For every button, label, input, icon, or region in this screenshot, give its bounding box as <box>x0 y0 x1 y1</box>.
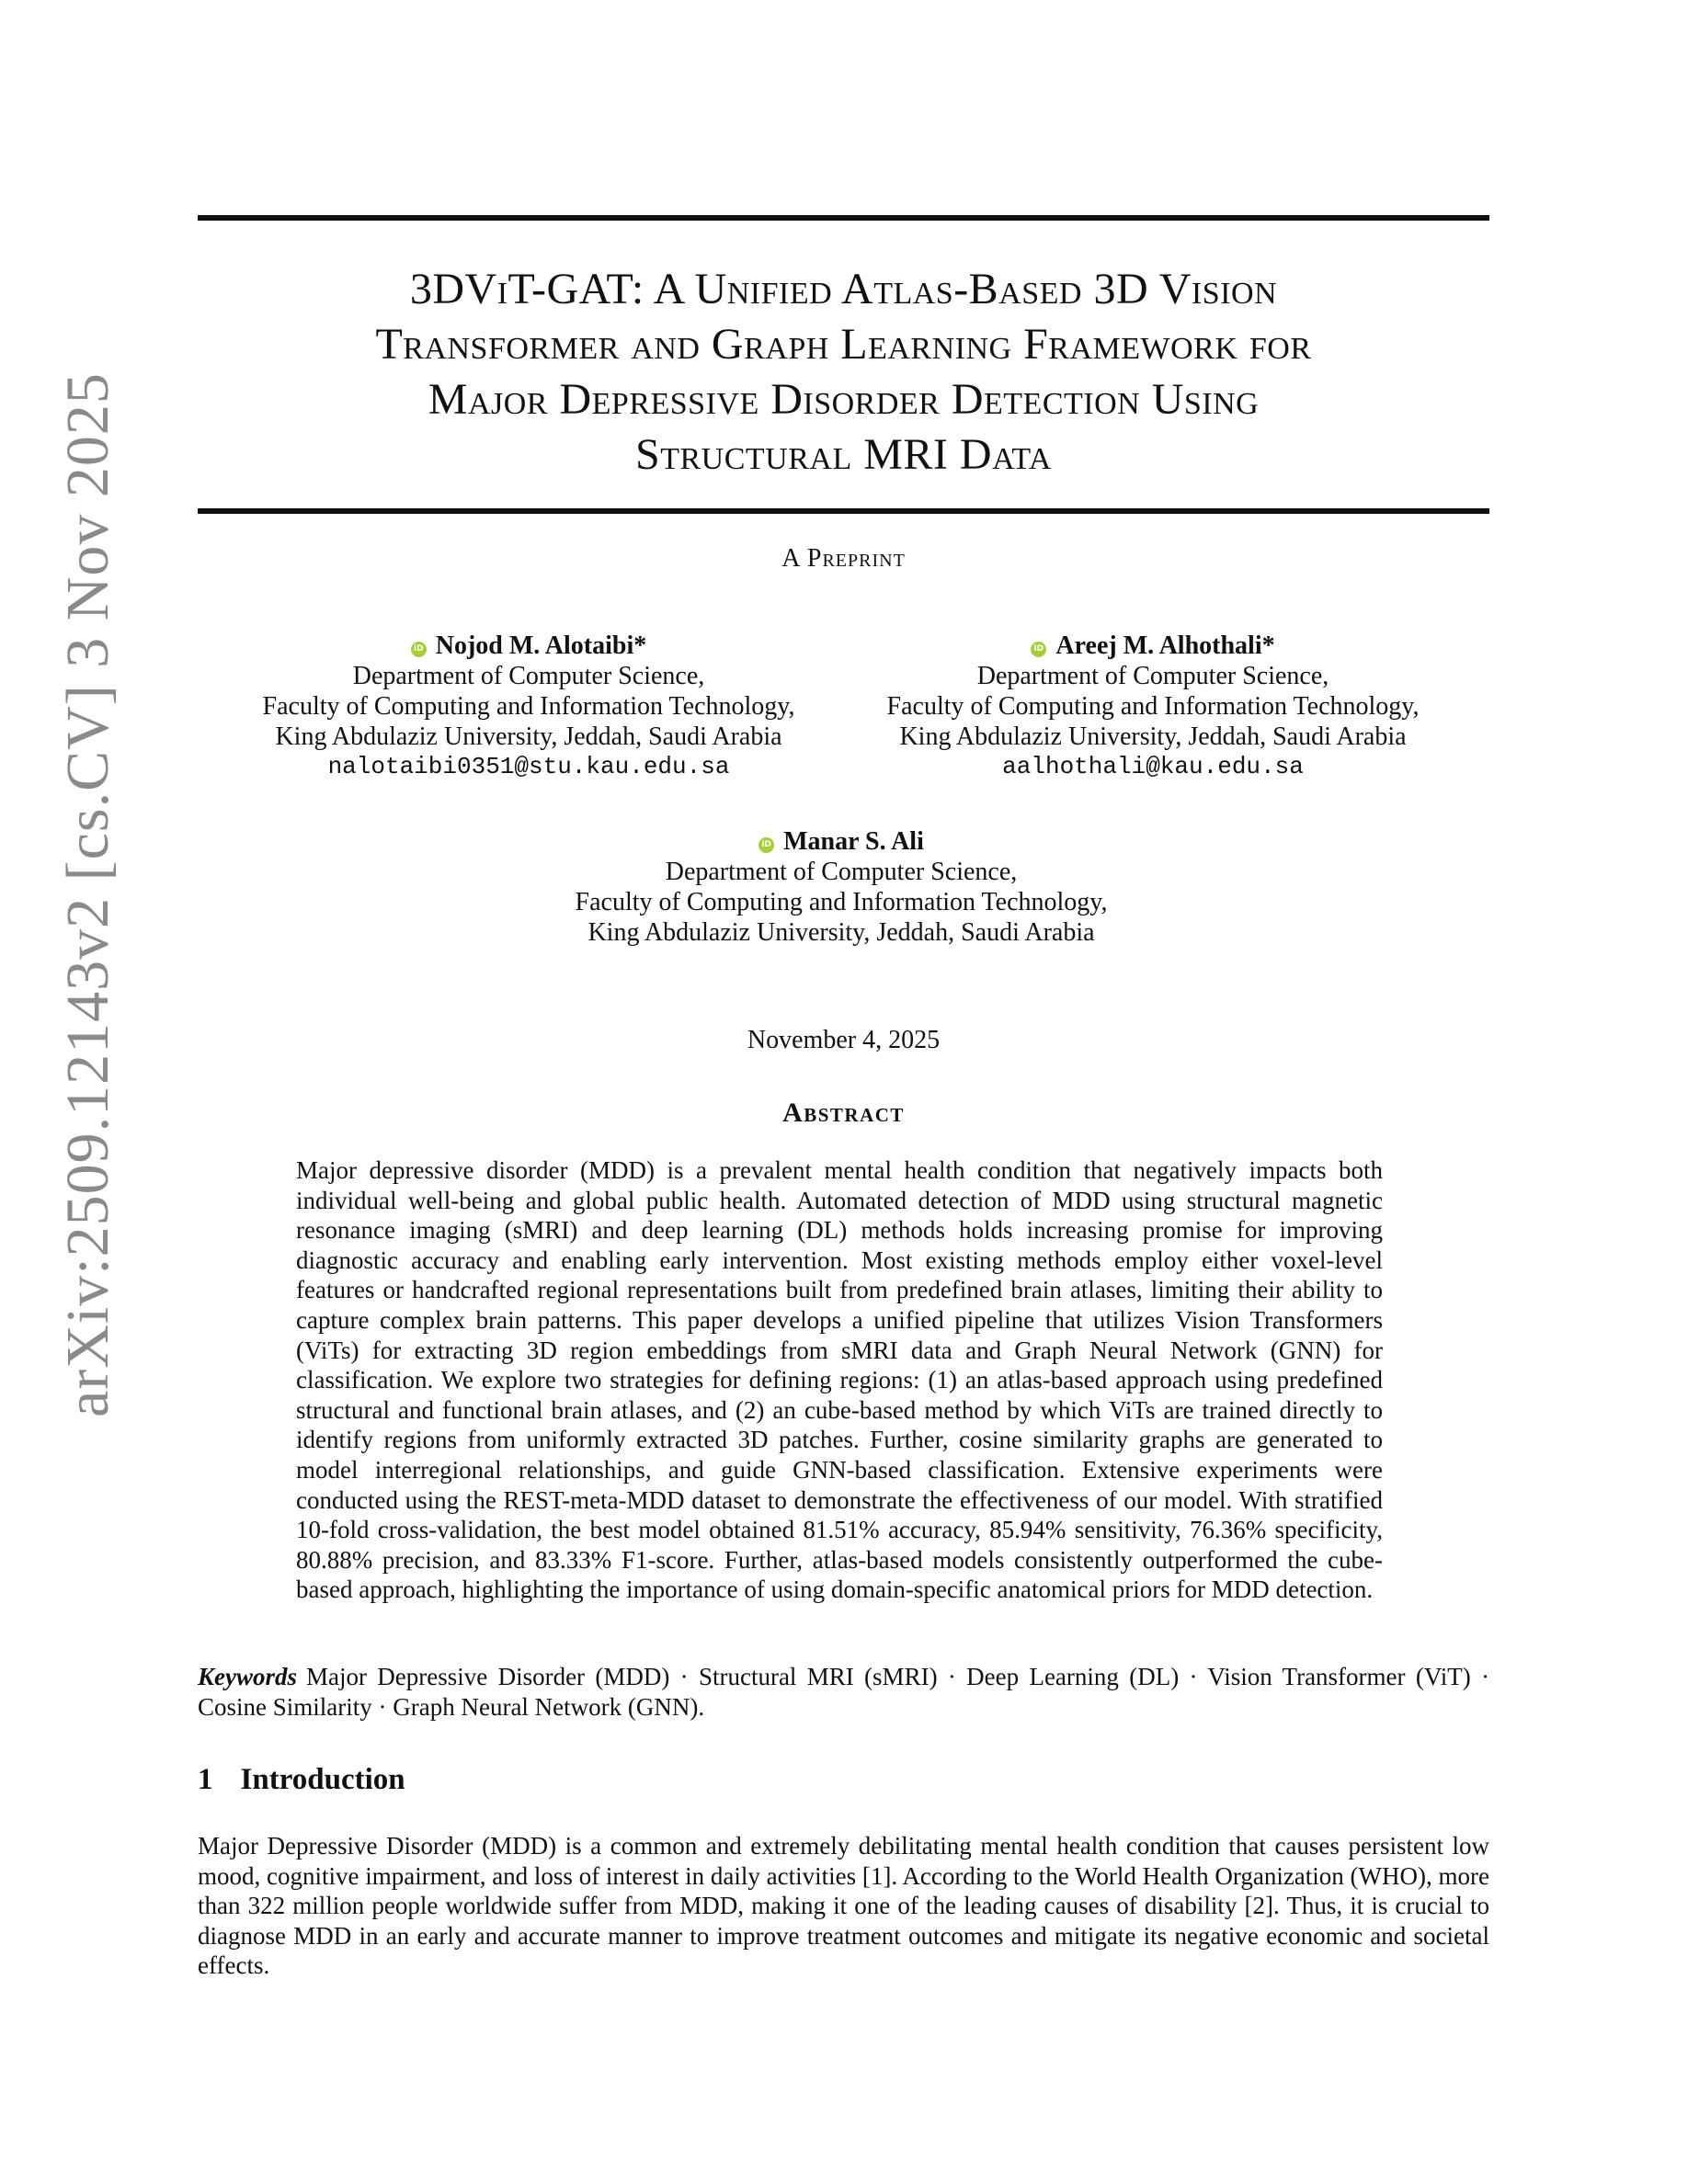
introduction-paragraph: Major Depressive Disorder (MDD) is a common and extremely debilitating mental health condition that causes persistent low mood, cognitive impairment, and loss of interest in daily activities [1]. According to the World Health Organization (WHO), more than 322 million people worldwide suffer from MDD, making it one of the leading causes of disability [2]. Thus, it is crucial to diagnose MDD in an early and accurate manner to improve treatment outcomes and mitigate its negative economic and societal effects. <box>198 1832 1489 1980</box>
keywords-label: Keywords <box>198 1663 297 1690</box>
section-title: Introduction <box>240 1763 405 1796</box>
abstract-heading: Abstract <box>782 1098 905 1128</box>
arxiv-stamp: arXiv:2509.12143v2 [cs.CV] 3 Nov 2025 <box>54 372 121 1417</box>
abstract-text: Major depressive disorder (MDD) is a prevalent mental health condition that negatively impacts both individual well-being and global public health. Automated detection of MDD using structural magnetic resonance imaging (sMRI) and deep learning (DL) methods holds increasing promise for improving diagnostic accuracy and enabling early intervention. Most existing methods employ either voxel-level features or handcrafted regional representations built from predefined brain atlases, limiting their ability to capture complex brain patterns. This paper develops a unified pipeline that utilizes Vision Transformers (ViTs) for extracting 3D region embeddings from sMRI data and Graph Neural Network (GNN) for classification. We explore two strategies for defining regions: (1) an atlas-based approach using predefined structural and functional brain atlases, and (2) an cube-based method by which ViTs are trained directly to identify regions from uniformly extracted 3D patches. Further, cosine similarity graphs are generated to model interregional relationships, and guide GNN-based classification. Extensive experiments were conducted using the REST-meta-MDD dataset to demonstrate the effectiveness of our model. With stratified 10-fold cross-validation, the best model obtained 81.51% accuracy, 85.94% sensitivity, 76.36% specificity, 80.88% precision, and 83.33% F1-score. Further, atlas-based models consistently outperformed the cube-based approach, highlighting the importance of using domain-specific anatomical priors for MDD detection. <box>296 1156 1383 1604</box>
paper-date: November 4, 2025 <box>747 1026 941 1054</box>
author-1 <box>225 631 832 782</box>
orcid-icon[interactable]: iD <box>1031 642 1046 657</box>
author-2 <box>850 631 1456 782</box>
title-line-1: 3DViT-GAT: A Unified Atlas-Based 3D Vision <box>409 265 1278 313</box>
author-3-university: King Abdulaziz University, Jeddah, Saudi Arabia <box>587 918 1095 947</box>
title-top-rule <box>198 215 1489 221</box>
orcid-icon[interactable]: iD <box>411 642 427 657</box>
title-bottom-rule <box>198 508 1489 514</box>
author-1-email[interactable]: nalotaibi0351@stu.kau.edu.sa <box>327 753 730 780</box>
author-2-faculty: Faculty of Computing and Information Technology, <box>886 692 1420 721</box>
author-2-department: Department of Computer Science, <box>976 662 1329 690</box>
author-3-department: Department of Computer Science, <box>665 858 1018 886</box>
title-line-3: Major Depressive Disorder Detection Using <box>428 375 1260 424</box>
keywords <box>198 1662 1489 1723</box>
author-2-university: King Abdulaziz University, Jeddah, Saudi Arabia <box>899 722 1407 751</box>
author-1-university: King Abdulaziz University, Jeddah, Saudi Arabia <box>275 722 782 751</box>
author-1-department: Department of Computer Science, <box>352 662 705 690</box>
keywords-text: Major Depressive Disorder (MDD) · Structural MRI (sMRI) · Deep Learning (DL) · Vision Transformer (ViT) · Cosine Similarity · Graph Neural Network (GNN). <box>198 1663 1489 1721</box>
paper-title <box>198 262 1489 483</box>
author-2-email[interactable]: aalhothali@kau.edu.sa <box>1002 753 1304 780</box>
preprint-label: A Preprint <box>781 544 906 573</box>
orcid-icon[interactable]: iD <box>758 837 774 853</box>
title-line-2: Transformer and Graph Learning Framework for <box>375 320 1312 369</box>
author-1-faculty: Faculty of Computing and Information Technology, <box>262 692 795 721</box>
author-3-name-row <box>538 826 1145 857</box>
author-3-faculty: Faculty of Computing and Information Technology, <box>575 888 1108 916</box>
title-line-4: Structural MRI Data <box>635 430 1052 479</box>
author-1-name-row <box>225 631 832 661</box>
author-3 <box>538 826 1145 948</box>
author-1-name: Nojod M. Alotaibi* <box>435 631 647 660</box>
section-number: 1 <box>198 1763 213 1796</box>
author-2-name: Areej M. Alhothali* <box>1055 631 1275 660</box>
author-2-name-row <box>850 631 1456 661</box>
section-heading-introduction <box>198 1763 405 1797</box>
author-3-name: Manar S. Ali <box>783 827 924 856</box>
